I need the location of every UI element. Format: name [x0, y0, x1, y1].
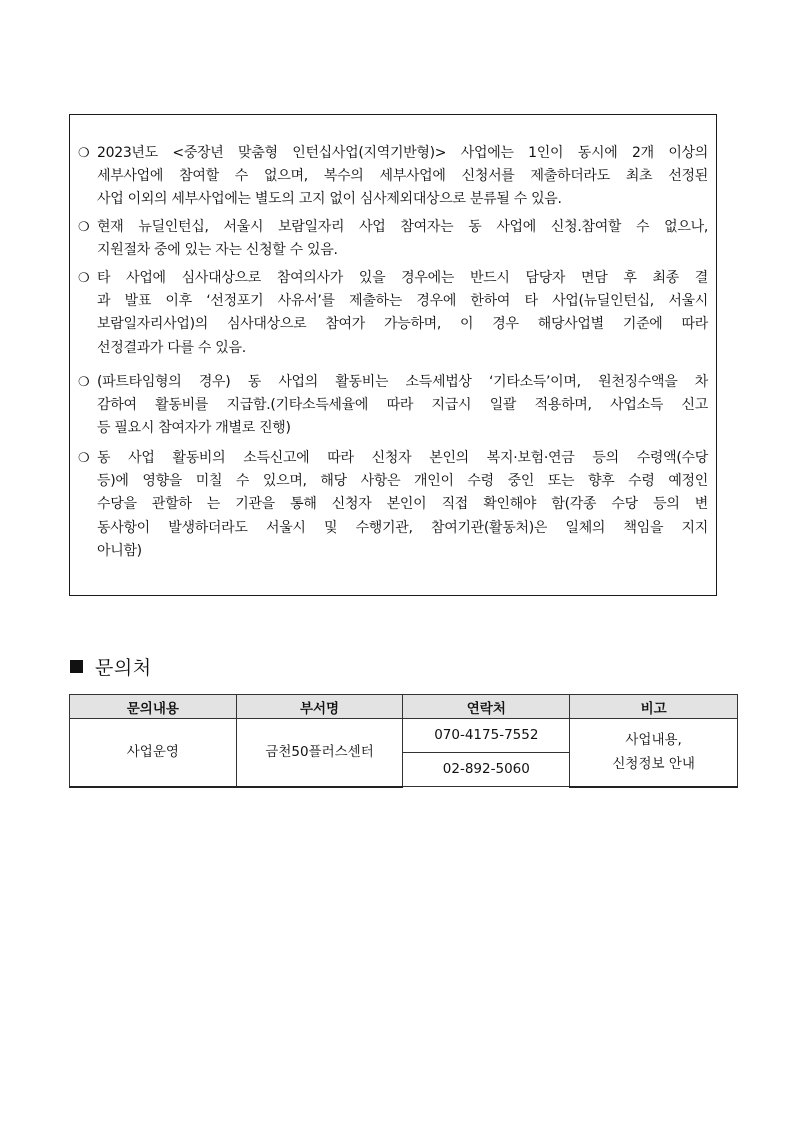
- section-title: 문의처: [95, 656, 152, 679]
- phone-cell: 070-4175-7552: [403, 719, 570, 753]
- table-row: [70, 719, 738, 753]
- bullet-circle-icon: ❍: [78, 146, 90, 161]
- notice-box: [69, 114, 717, 596]
- inquiry-cell: 사업운영: [70, 719, 237, 787]
- contact-table: [69, 694, 738, 788]
- header-cell-inquiry: 문의내용: [70, 695, 237, 719]
- notice-line: 감하여 활동비를 지급함.(기타소득세율에 따라 지급시 일괄 적용하며, 사업소득 신고: [97, 397, 708, 414]
- notice-item: [78, 371, 708, 441]
- notice-line: 동사항이 발생하더라도 서울시 및 수행기관, 참여기관(활동처)은 일체의 책임을 지지: [97, 519, 708, 536]
- notice-line: (파트타임형의 경우) 동 사업의 활동비는 소득세법상 ‘기타소득’이며, 원천징수액을 차: [97, 374, 708, 390]
- notice-line: 동 사업 활동비의 소득신고에 따라 신청자 본인의 복지·보험·연금 등의 수령액(수당: [97, 450, 708, 466]
- notice-line: 타 사업에 심사대상으로 참여의사가 있을 경우에는 반드시 담당자 면담 후 최종 결: [97, 270, 708, 286]
- bullet-circle-icon: ❍: [78, 220, 90, 235]
- notice-line: 등)에 영향을 미칠 수 있으며, 해당 사항은 개인이 수령 중인 또는 향후 수령 예정인: [97, 473, 708, 490]
- notice-line: 선정결과가 다를 수 있음.: [97, 339, 246, 356]
- notice-line: 현재 뉴딜인턴십, 서울시 보람일자리 사업 참여자는 동 사업에 신청.참여할 수 없으나,: [97, 219, 708, 235]
- notice-line: 2023년도 <중장년 맞춤형 인턴십사업(지역기반형)> 사업에는 1인이 동시에 2개 이상의: [97, 145, 708, 161]
- notice-line: 세부사업에 참여할 수 없으며, 복수의 세부사업에 신청서를 제출하더라도 최초 선정된: [97, 168, 708, 185]
- table-header-row: [70, 695, 738, 719]
- notice-item: [78, 142, 708, 212]
- notice-item: [78, 216, 708, 262]
- notice-line: 수당을 관할하 는 기관을 통해 신청자 본인이 직접 확인해야 함(각종 수당 등의 변: [97, 496, 708, 513]
- notice-line: 과 발표 이후 ‘선정포기 사유서’를 제출하는 경우에 한하여 타 사업(뉴딜인턴십, 서울시: [97, 293, 708, 310]
- note-line: 사업내용,: [625, 731, 682, 748]
- black-square-icon: [70, 660, 83, 673]
- bullet-circle-icon: ❍: [78, 375, 90, 390]
- department-cell: 금천50플러스센터: [236, 719, 403, 787]
- header-cell-department: 부서명: [236, 695, 403, 719]
- phone-cell: 02-892-5060: [403, 753, 570, 787]
- notice-line: 아니함): [97, 542, 142, 559]
- notice-line: 사업 이외의 세부사업에는 별도의 고지 없이 심사제외대상으로 분류될 수 있음.: [97, 191, 562, 208]
- bullet-circle-icon: ❍: [78, 271, 90, 286]
- notice-item: [78, 447, 708, 563]
- header-cell-note: 비고: [570, 695, 738, 719]
- notice-item: [78, 267, 708, 360]
- bullet-circle-icon: ❍: [78, 451, 90, 466]
- note-line: 신청정보 안내: [612, 756, 695, 773]
- header-cell-phone: 연락처: [403, 695, 570, 719]
- note-cell: [570, 719, 738, 787]
- notice-line: 지원절차 중에 있는 자는 신청할 수 있음.: [97, 242, 338, 259]
- contact-heading: [70, 653, 152, 679]
- notice-line: 등 필요시 참여자가 개별로 진행): [97, 420, 291, 437]
- notice-line: 보람일자리사업)의 심사대상으로 참여가 가능하며, 이 경우 해당사업별 기준에 따라: [97, 316, 708, 333]
